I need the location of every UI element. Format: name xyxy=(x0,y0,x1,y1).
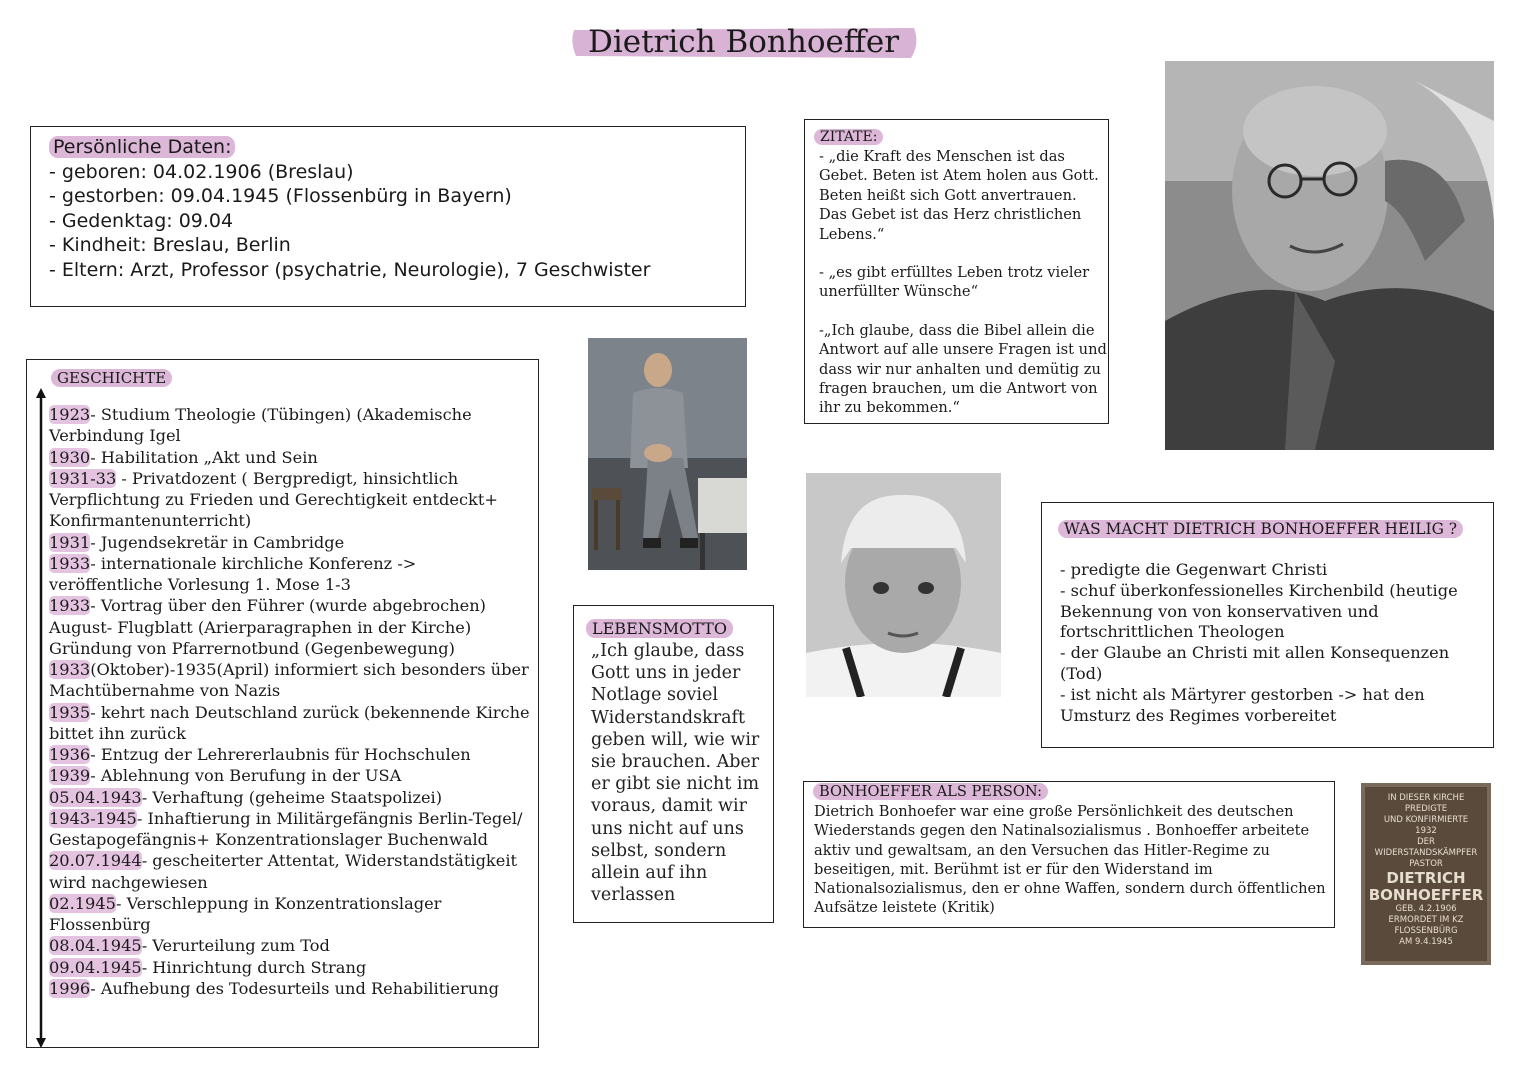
person-text: Dietrich Bonhoefer war eine große Persönlichkeit des deutschen Wiederstands gegen den Natinalsozialismus . Bonhoeffer arbeitete aktiv und gewaltsam, an den Versuchen das Hitler-Regime zu beseitigen, mit. Berühmt ist er für den Widerstand im Nationalsozialismus, den er ohne Waffen, sondern durch öffentlichen Aufsätze leistete (Kritik) xyxy=(814,803,1326,917)
portrait-photo xyxy=(1165,61,1494,450)
plaque-line: DIETRICH xyxy=(1386,869,1466,887)
holy-list xyxy=(1060,560,1490,726)
person-heading: BONHOEFFER ALS PERSON: xyxy=(813,783,1048,800)
person-box xyxy=(803,781,1335,928)
holy-item: - predigte die Gegenwart Christi xyxy=(1060,560,1328,579)
plaque-line: PREDIGTE xyxy=(1404,804,1448,814)
history-entry: 1923- Studium Theologie (Tübingen) (Akademische Verbindung Igel xyxy=(49,405,472,446)
history-entry: 20.07.1944- gescheiterter Attentat, Widerstandstätigkeit wird nachgewiesen xyxy=(49,851,518,892)
quote-item: -„Ich glaube, dass die Bibel allein die Antwort auf alle unsere Fragen ist und dass wir nur anhalten und demütig zu fragen brauchen, um die Antwort von ihr zu bekommen.“ xyxy=(819,321,1107,417)
history-list xyxy=(49,404,535,999)
history-entry: 09.04.1945- Hinrichtung durch Strang xyxy=(49,957,367,977)
history-entry: 1933- Vortrag über den Führer (wurde abgebrochen) August- Flugblatt (Arierparagraphen in der Kirche) Gründung von Pfarrernotbund (Gegenbewegung) xyxy=(49,596,486,658)
plaque-line: BONHOEFFER xyxy=(1368,886,1484,904)
plaque-line: FLOSSENBÜRG xyxy=(1394,926,1458,936)
quotes-box xyxy=(804,119,1109,424)
history-entry: 1933(Oktober)-1935(April) informiert sich besonders über Machtübernahme von Nazis xyxy=(49,660,529,701)
quotes-list xyxy=(819,147,1109,418)
history-entry: 1939- Ablehnung von Berufung in der USA xyxy=(49,766,402,786)
personal-data-item: - Kindheit: Breslau, Berlin xyxy=(49,234,291,256)
history-entry: 1931-33 - Privatdozent ( Bergpredigt, hinsichtlich Verpflichtung zu Frieden und Gerechtigkeit entdeckt+ Konfirmantenunterricht) xyxy=(49,468,498,531)
memorial-plaque xyxy=(1361,783,1491,965)
history-entry: 08.04.1945- Verurteilung zum Tod xyxy=(49,936,330,956)
page-title: Dietrich Bonhoeffer xyxy=(587,24,900,60)
personal-data-item: - geboren: 04.02.1906 (Breslau) xyxy=(49,160,354,183)
history-entry: 1936- Entzug der Lehrererlaubnis für Hochschulen xyxy=(49,745,471,764)
personal-data-item: - Gedenktag: 09.04 xyxy=(49,209,234,232)
holy-heading: WAS MACHT DIETRICH BONHOEFFER HEILIG ? xyxy=(1058,520,1463,538)
personal-data-heading: Persönliche Daten: xyxy=(49,135,727,160)
holy-box xyxy=(1041,502,1494,748)
personal-data-item: - Eltern: Arzt, Professor (psychatrie, Neurologie), 7 Geschwister xyxy=(49,258,651,281)
holy-item: - ist nicht als Märtyrer gestorben -> hat den Umsturz des Regimes vorbereitet xyxy=(1060,684,1425,725)
history-heading: GESCHICHTE xyxy=(51,369,172,387)
history-entry: 1996- Aufhebung des Todesurteils und Rehabilitierung xyxy=(49,978,499,998)
history-entry: 1943-1945- Inhaftierung in Militärgefängnis Berlin-Tegel/ Gestapogefängnis+ Konzentrationslager Buchenwald xyxy=(49,808,523,849)
history-entry: 1935- kehrt nach Deutschland zurück (bekennende Kirche bittet ihn zurück xyxy=(49,702,530,743)
plaque-line: ERMORDET IM KZ xyxy=(1388,915,1464,925)
personal-data-item: - gestorben: 09.04.1945 (Flossenbürg in Bayern) xyxy=(49,185,512,207)
plaque-line: UND KONFIRMIERTE xyxy=(1383,815,1469,825)
plaque-line: WIDERSTANDSKÄMPFER xyxy=(1374,848,1478,858)
history-entry: 1933- internationale kirchliche Konferenz -> veröffentliche Vorlesung 1. Mose 1-3 xyxy=(49,553,417,594)
quote-item: - „es gibt erfülltes Leben trotz vieler unerfüllter Wünsche“ xyxy=(819,264,1090,301)
history-entry: 1930- Habilitation „Akt und Sein xyxy=(49,447,318,467)
plaque-line: DER xyxy=(1417,837,1435,847)
plaque-line: GEB. 4.2.1906 xyxy=(1395,904,1457,914)
motto-heading: LEBENSMOTTO xyxy=(586,619,733,638)
motto-text: „Ich glaube, dass Gott uns in jeder Notlage soviel Widerstandskraft geben will, wie wir sie brauchen. Aber er gibt sie nicht im voraus, damit wir uns nicht auf uns selbst, sondern allein auf ihn verlassen xyxy=(591,641,760,906)
page-title-banner xyxy=(566,22,921,62)
plaque-line: 1932 xyxy=(1415,826,1437,836)
plaque-line: IN DIESER KIRCHE xyxy=(1387,793,1465,803)
holy-item: - der Glaube an Christi mit allen Konsequenzen (Tod) xyxy=(1060,643,1450,683)
quotes-heading: ZITATE: xyxy=(814,129,883,145)
quote-item: - „die Kraft des Menschen ist das Gebet. Beten ist Atem holen aus Gott. Beten heißt sich Gott anvertrauen. Das Gebet ist das Herz christlichen Lebens.“ xyxy=(819,148,1099,243)
plaque-line: PASTOR xyxy=(1409,859,1443,869)
motto-box xyxy=(573,605,774,923)
timeline-arrow xyxy=(35,388,47,1048)
history-entry: 02.1945- Verschleppung in Konzentrationslager Flossenbürg xyxy=(49,893,442,934)
history-entry: 1931- Jugendsekretär in Cambridge xyxy=(49,532,345,552)
holy-item: - schuf überkonfessionelles Kirchenbild (heutige Bekennung von von konservativen und fortschrittlichen Theologen xyxy=(1060,580,1458,642)
plaque-line: AM 9.4.1945 xyxy=(1399,937,1453,947)
prison-cell-photo xyxy=(588,338,747,570)
history-box xyxy=(26,359,539,1048)
personal-data-box xyxy=(30,126,746,307)
history-entry: 05.04.1943- Verhaftung (geheime Staatspolizei) xyxy=(49,787,443,807)
child-photo xyxy=(806,473,1001,697)
